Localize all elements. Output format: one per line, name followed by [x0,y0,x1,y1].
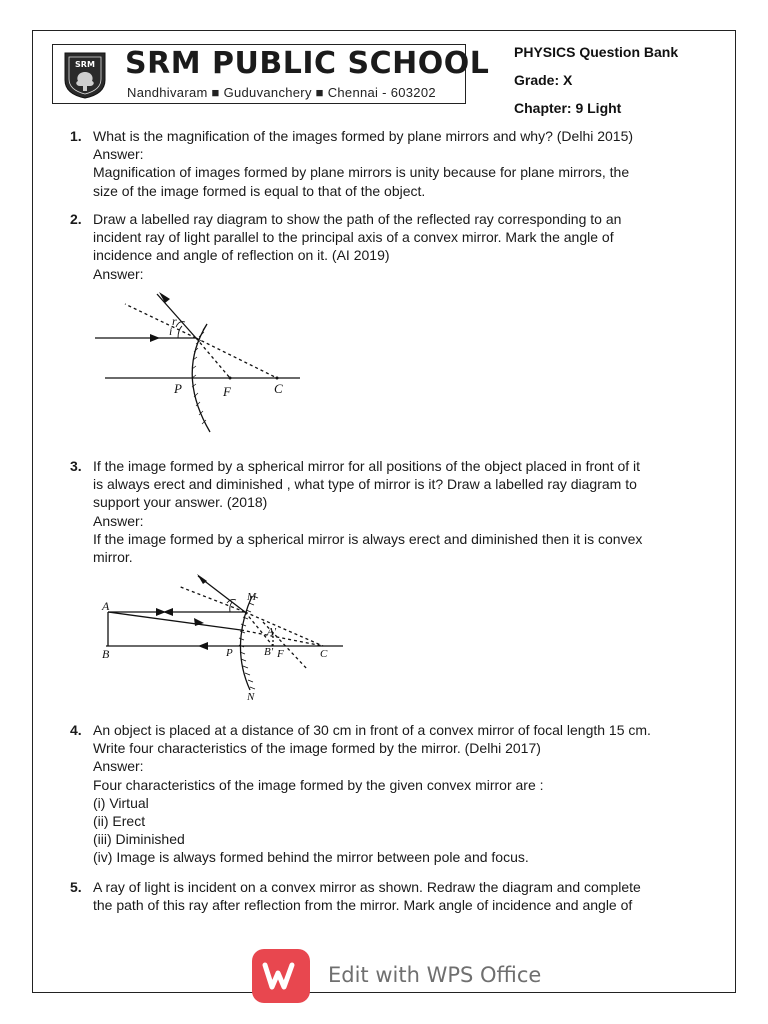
normal-to-centre [196,338,277,378]
incident-arrow-icon [150,334,160,342]
question-line: Draw a labelled ray diagram to show the path of the reflected ray corresponding to an [93,211,622,227]
question-4 [70,721,710,867]
question-1 [70,127,710,200]
incident-ray-to-centre [108,612,241,630]
label-A-prime: A' [267,626,277,638]
answer-line: size of the image formed is equal to that of the object. [93,182,426,199]
question-line: If the image formed by a spherical mirror for all positions of the object placed in front of it [93,458,641,474]
answer-line: (iii) Diminished [93,831,185,848]
school-crest-icon [61,50,109,100]
school-logo-banner [52,44,490,104]
answer-label: Answer: [93,146,144,163]
convex-mirror-ray-diagram-1 [90,282,310,436]
label-M: M [247,591,257,603]
school-address: Nandhivaram ■ Guduvanchery ■ Chennai - 603202 [127,85,436,100]
question-line: A ray of light is incident on a convex mirror as shown. Redraw the diagram and complete [93,879,641,895]
question-line: What is the magnification of the images formed by plane mirrors and why? (Delhi 2015) [93,128,634,144]
label-focus: F [223,384,231,399]
question-number: 5. [70,879,82,895]
question-line: Write four characteristics of the image formed by the mirror. (Delhi 2017) [93,740,541,757]
question-2 [70,210,710,283]
label-r: r [172,314,177,328]
label-pole: P [174,381,182,396]
convex-mirror-ray-diagram-2 [98,566,348,702]
answer-label: Answer: [93,512,144,529]
question-line: incidence and angle of reflection on it. (AI 2019) [93,247,390,264]
answer-line: (ii) Erect [93,813,146,830]
answer-line: Four characteristics of the image formed by the given convex mirror are : [93,776,544,793]
ray-arrow-icon [156,608,166,616]
grade-label: Grade: X [514,72,573,88]
label-C: C [320,648,328,660]
question-5 [70,878,710,914]
dashed-to-centre [241,630,323,646]
answer-line: (iv) Image is always formed behind the mirror between pole and focus. [93,849,529,866]
label-N: N [247,691,255,702]
answer-label: Answer: [93,265,144,282]
normal-extension [125,304,196,338]
label-B-prime: B' [264,646,274,658]
question-line: is always erect and diminished , what type of mirror is it? Draw a labelled ray diagram to [93,476,637,493]
chapter-label: Chapter: 9 Light [514,100,622,116]
answer-line: If the image formed by a spherical mirror is always erect and diminished then it is convex [93,530,643,547]
wps-logo-icon[interactable] [252,949,310,1003]
angle-i-arc [178,326,182,338]
question-number: 2. [70,211,82,227]
label-i: i [169,324,173,338]
label-centre: C [274,381,283,396]
question-number: 3. [70,458,82,474]
answer-line: Magnification of images formed by plane mirrors is unity because for plane mirrors, the [93,164,630,181]
subject-title: PHYSICS Question Bank [514,44,679,60]
question-3 [70,457,710,566]
answer-line: mirror. [93,549,133,566]
question-line: support your answer. (2018) [93,494,268,511]
question-line: the path of this ray after reflection from the mirror. Mark angle of incidence and angle of [93,897,633,914]
label-F: F [277,648,284,660]
label-P: P [226,647,233,659]
label-A: A [102,599,110,613]
question-line: incident ray of light parallel to the principal axis of a convex mirror. Mark the angle of [93,229,614,246]
question-number: 1. [70,128,82,144]
answer-line: (i) Virtual [93,794,149,811]
reflected-ray-to-focus [196,338,230,378]
edit-with-wps-link[interactable]: Edit with WPS Office [328,963,542,987]
question-line: An object is placed at a distance of 30 cm in front of a convex mirror of focal length 15 cm. [93,722,651,738]
label-B: B [102,647,110,661]
question-number: 4. [70,722,82,738]
dashed-normal [245,612,323,646]
crest-label: SRM [75,60,95,69]
normal-extension [178,586,245,612]
ray-arrow-icon [198,642,208,650]
school-name: SRM PUBLIC SCHOOL [125,46,490,81]
answer-label: Answer: [93,758,144,775]
